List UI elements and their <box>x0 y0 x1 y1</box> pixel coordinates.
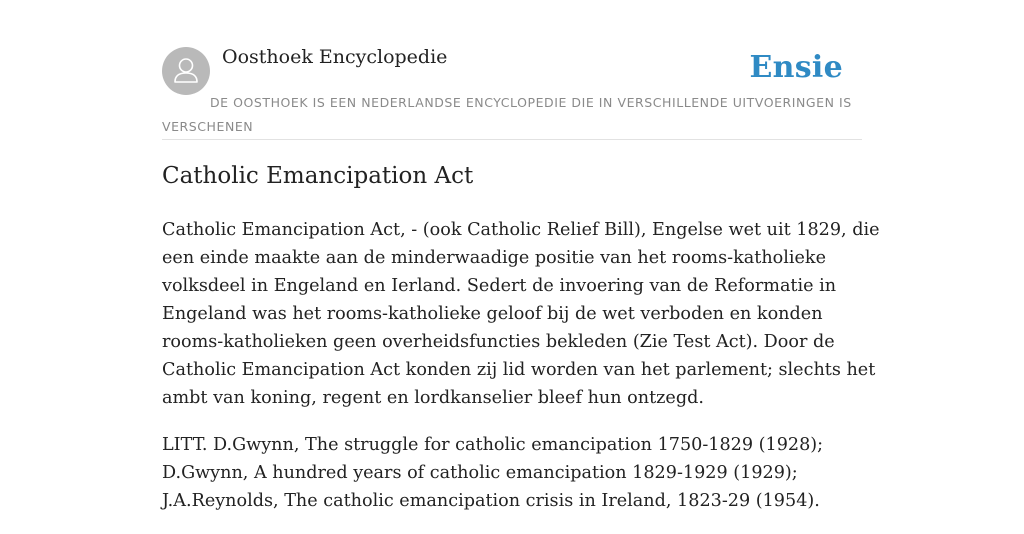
text-line: een einde maakte aan de minderwaadige positie van het rooms-katholieke <box>162 248 826 268</box>
source-header <box>162 0 862 140</box>
source-name-link[interactable]: Oosthoek Encyclopedie <box>222 46 448 68</box>
article-paragraph-definition <box>162 216 880 412</box>
page-container <box>162 0 880 511</box>
article-paragraph-literature <box>162 431 862 515</box>
text-line: Catholic Emancipation Act konden zij lid worden van het parlement; slechts het <box>162 360 876 380</box>
text-line: volksdeel in Engeland en Ierland. Sedert de invoering van de Reformatie in <box>162 276 837 296</box>
text-line: LITT. D.Gwynn, The struggle for catholic emancipation 1750-1829 (1928); <box>162 435 824 455</box>
source-avatar[interactable] <box>162 47 210 95</box>
ensie-logo[interactable]: Ensie <box>749 50 843 85</box>
text-line: rooms-katholieken geen overheidsfuncties bekleden (Zie Test Act). Door de <box>162 332 835 352</box>
source-tagline: DE OOSTHOEK IS EEN NEDERLANDSE ENCYCLOPEDIE DIE IN VERSCHILLENDE UITVOERINGEN IS VERSCHENEN <box>162 95 852 134</box>
text-line: ambt van koning, regent en lordkanselier bleef hun ontzegd. <box>162 388 704 408</box>
article-title: Catholic Emancipation Act <box>162 163 474 189</box>
text-line: D.Gwynn, A hundred years of catholic emancipation 1829-1929 (1929); <box>162 463 798 483</box>
article-body <box>162 216 880 534</box>
text-line: Catholic Emancipation Act, - (ook Catholic Relief Bill), Engelse wet uit 1829, die <box>162 220 880 240</box>
text-line: Engeland was het rooms-katholieke geloof bij de wet verboden en konden <box>162 304 823 324</box>
text-line: J.A.Reynolds, The catholic emancipation crisis in Ireland, 1823-29 (1954). <box>162 491 820 511</box>
user-silhouette-icon <box>162 47 210 95</box>
